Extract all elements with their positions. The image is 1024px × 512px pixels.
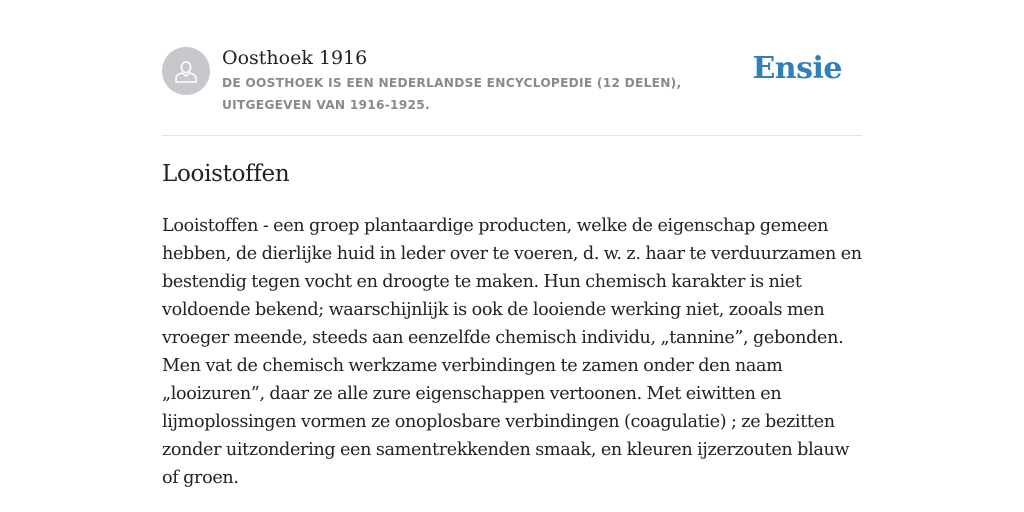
- source-header: [162, 44, 862, 124]
- article-title: Looistoffen: [162, 161, 290, 187]
- user-icon[interactable]: [162, 47, 210, 95]
- header-divider: [162, 135, 862, 136]
- ensie-logo-link[interactable]: Ensie: [752, 51, 842, 86]
- source-description: DE OOSTHOEK IS EEN NEDERLANDSE ENCYCLOPEDIE (12 DELEN), UITGEGEVEN VAN 1916-1925.: [222, 76, 682, 112]
- article-body: Looistoffen - een groep plantaardige producten, welke de eigenschap gemeen hebben, de dierlijke huid in leder over te voeren, d. w. z. haar te verduurzamen en bestendig tegen vocht en droogte te maken. Hun chemisch karakter is niet voldoende bekend; waarschijnlijk is ook de looiende werking niet, zooals men vroeger meende, steeds aan eenzelfde chemisch individu, „tannine”, gebonden. Men vat de chemisch werkzame verbindingen te zamen onder den naam „looizuren”, daar ze alle zure eigenschappen vertoonen. Met eiwitten en lijmoplossingen vormen ze onoplosbare verbindingen (coagulatie) ; ze bezitten zonder uitzondering een samentrekkenden smaak, en kleuren ijzerzouten blauw of groen.: [162, 216, 862, 488]
- source-name[interactable]: Oosthoek 1916: [222, 47, 368, 69]
